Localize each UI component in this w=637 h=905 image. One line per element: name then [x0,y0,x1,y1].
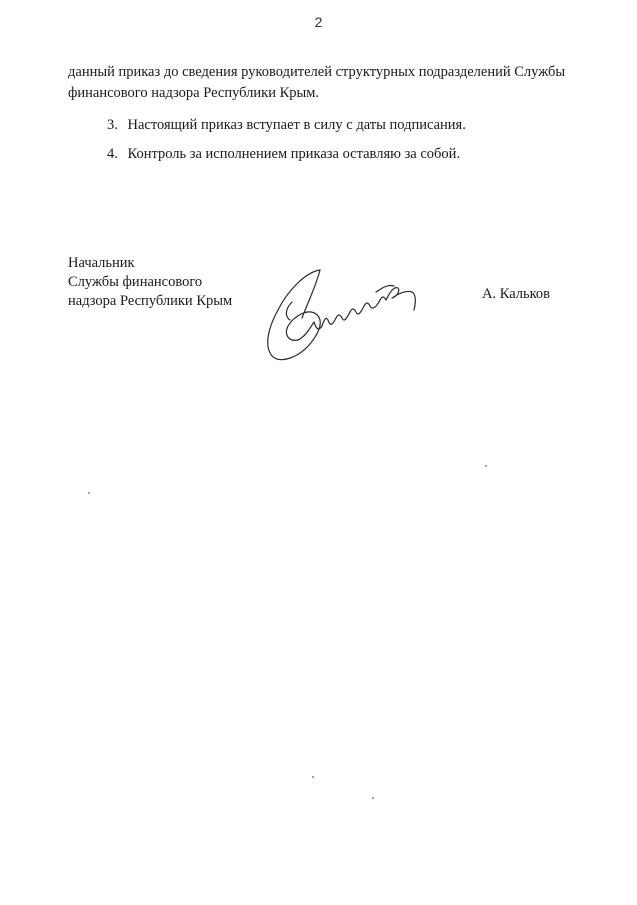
item-text: Настоящий приказ вступает в силу с даты подписания. [127,117,466,133]
scan-speck [372,797,374,799]
scan-speck [88,492,90,494]
position-line-2: Службы финансового [68,274,203,290]
order-item-3 [107,115,607,136]
item-number: 3. [107,117,118,133]
continuation-paragraph [68,62,608,104]
order-item-4 [107,144,607,165]
continuation-line-1: данный приказ до сведения руководителей структурных подразделений Службы [68,64,566,80]
continuation-line-2: финансового надзора Республики Крым. [68,85,320,101]
item-number: 4. [107,146,118,162]
item-text: Контроль за исполнением приказа оставляю за собой. [127,146,461,162]
position-line-3: надзора Республики Крым [68,293,233,309]
position-line-1: Начальник [68,255,135,271]
scan-speck [312,776,314,778]
scan-speck [485,465,487,467]
page-number: 2 [314,14,323,30]
signatory-name: А. Кальков [482,286,551,302]
handwritten-signature [258,262,423,366]
signatory-position [68,254,232,311]
